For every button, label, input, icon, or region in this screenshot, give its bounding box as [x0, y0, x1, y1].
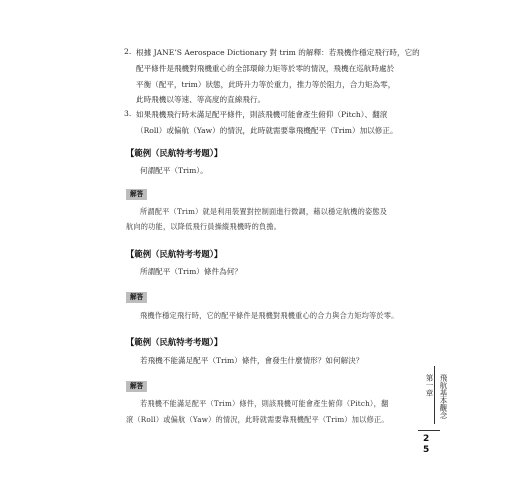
example-3-answer-line-1: 若飛機不能滿足配平（Trim）條件，則該飛機可能會產生俯仰（Pitch），翻: [140, 399, 389, 408]
page-number-rule: [418, 430, 440, 431]
example-3-answer-line-2: 滾（Roll）或偏航（Yaw）的情況，此時就需要靠飛機配平（Trim）加以修正。: [126, 415, 389, 424]
item-3-number: 3.: [124, 109, 132, 118]
example-2-question: 所謂配平（Trim）條件為何？: [140, 267, 242, 276]
example-1-answer-badge: 解答: [126, 189, 147, 200]
example-2-heading: 【範例（民航特考考題）】: [126, 249, 223, 259]
item-3-line-1: 如果飛機飛行時未滿足配平條件，則該飛機可能會產生俯仰（Pitch）、翻滾: [136, 110, 388, 119]
item-3-line-2: （Roll）或偏航（Yaw）的情況，此時就需要靠飛機配平（Trim）加以修正。: [136, 126, 398, 135]
item-2-line-3: 平衡（配平，trim）狀態，此時升力等於重力，推力等於阻力，合力矩為零，: [136, 80, 396, 89]
example-1-question: 何謂配平（Trim）。: [140, 166, 208, 175]
item-2-line-4: 此時飛機以等速、等高度的直線飛行。: [136, 95, 266, 104]
example-2-answer-line-1: 飛機作穩定飛行時，它的配平條件是飛機對飛機重心的合力與合力矩均等於零。: [140, 311, 399, 320]
example-3-question: 若飛機不能滿足配平（Trim）條件，會發生什麼情形？如何解決？: [140, 356, 364, 365]
item-2-line-2: 配平條件是飛機對飛機重心的全部環餘力矩等於零的情況，飛機在巡航時處於: [136, 64, 395, 73]
example-2-answer-badge: 解答: [126, 292, 147, 303]
page-number-top-digit: 2: [423, 434, 430, 444]
item-2-line-1: 根據 JANE’S Aerospace Dictionary 對 trim 的解釋：若飛機作穩定飛行時，它的: [136, 48, 420, 57]
item-2-number: 2.: [124, 47, 132, 56]
page-number-bottom-digit: 5: [423, 445, 430, 455]
chapter-number: 第一章: [425, 374, 434, 397]
chapter-title: 飛航基本觀念: [439, 374, 448, 419]
example-3-answer-badge: 解答: [126, 381, 147, 392]
example-1-answer-line-2: 航向的功能，以降低飛行員操縱飛機時的負擔。: [126, 222, 282, 231]
example-3-heading: 【範例（民航特考考題）】: [126, 337, 223, 347]
example-1-heading: 【範例（民航特考考題）】: [126, 148, 223, 158]
example-1-answer-line-1: 所謂配平（Trim）就是利用裝置對控制面進行微調，藉以穩定航機的姿態及: [140, 207, 388, 216]
